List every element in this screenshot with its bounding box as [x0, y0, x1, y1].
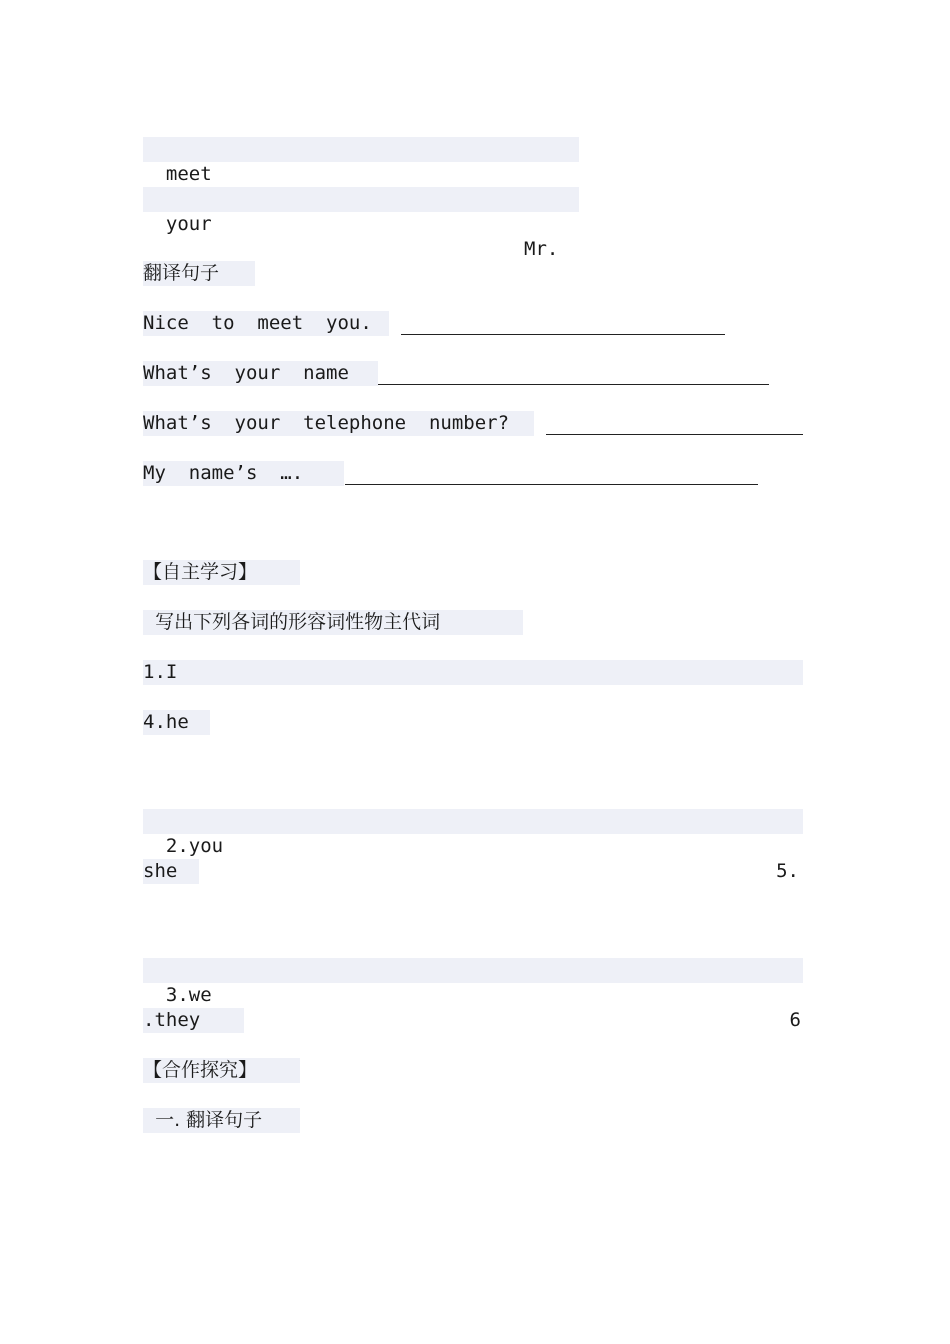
item-6-number: 6	[789, 1009, 801, 1031]
cooperate-subheading: 一. 翻译句子	[143, 1108, 300, 1133]
sentence-4: My name’s ….	[143, 461, 344, 486]
self-study-heading: 【自主学习】	[143, 560, 300, 585]
item-4-he: 4.he	[143, 710, 210, 735]
translate-heading: 翻译句子	[143, 261, 255, 286]
item-3-we: 3.we	[165, 984, 212, 1006]
answer-line-4[interactable]	[345, 484, 758, 485]
vocab-word-your: your	[165, 213, 212, 235]
vocab-row-2	[143, 187, 579, 260]
item-5-she: she	[143, 859, 199, 884]
vocab-word-meet: meet	[165, 163, 212, 185]
answer-line-1[interactable]	[401, 334, 725, 335]
answer-line-2[interactable]	[378, 384, 769, 385]
answer-line-3[interactable]	[546, 434, 803, 435]
item-6-they: .they	[143, 1008, 244, 1033]
cooperate-heading: 【合作探究】	[143, 1058, 300, 1083]
item-2-you: 2.you	[165, 835, 224, 857]
self-study-instruction: 写出下列各词的形容词性物主代词	[143, 610, 523, 635]
item-5-number: 5.	[776, 860, 799, 882]
item-1-i: 1.I	[143, 660, 803, 685]
vocab-row-1	[143, 137, 579, 185]
sentence-3: What’s your telephone number?	[143, 411, 534, 436]
vocab-word-mr: Mr.	[524, 238, 559, 260]
sentence-2: What’s your name	[143, 361, 378, 386]
sentence-1: Nice to meet you.	[143, 311, 389, 336]
